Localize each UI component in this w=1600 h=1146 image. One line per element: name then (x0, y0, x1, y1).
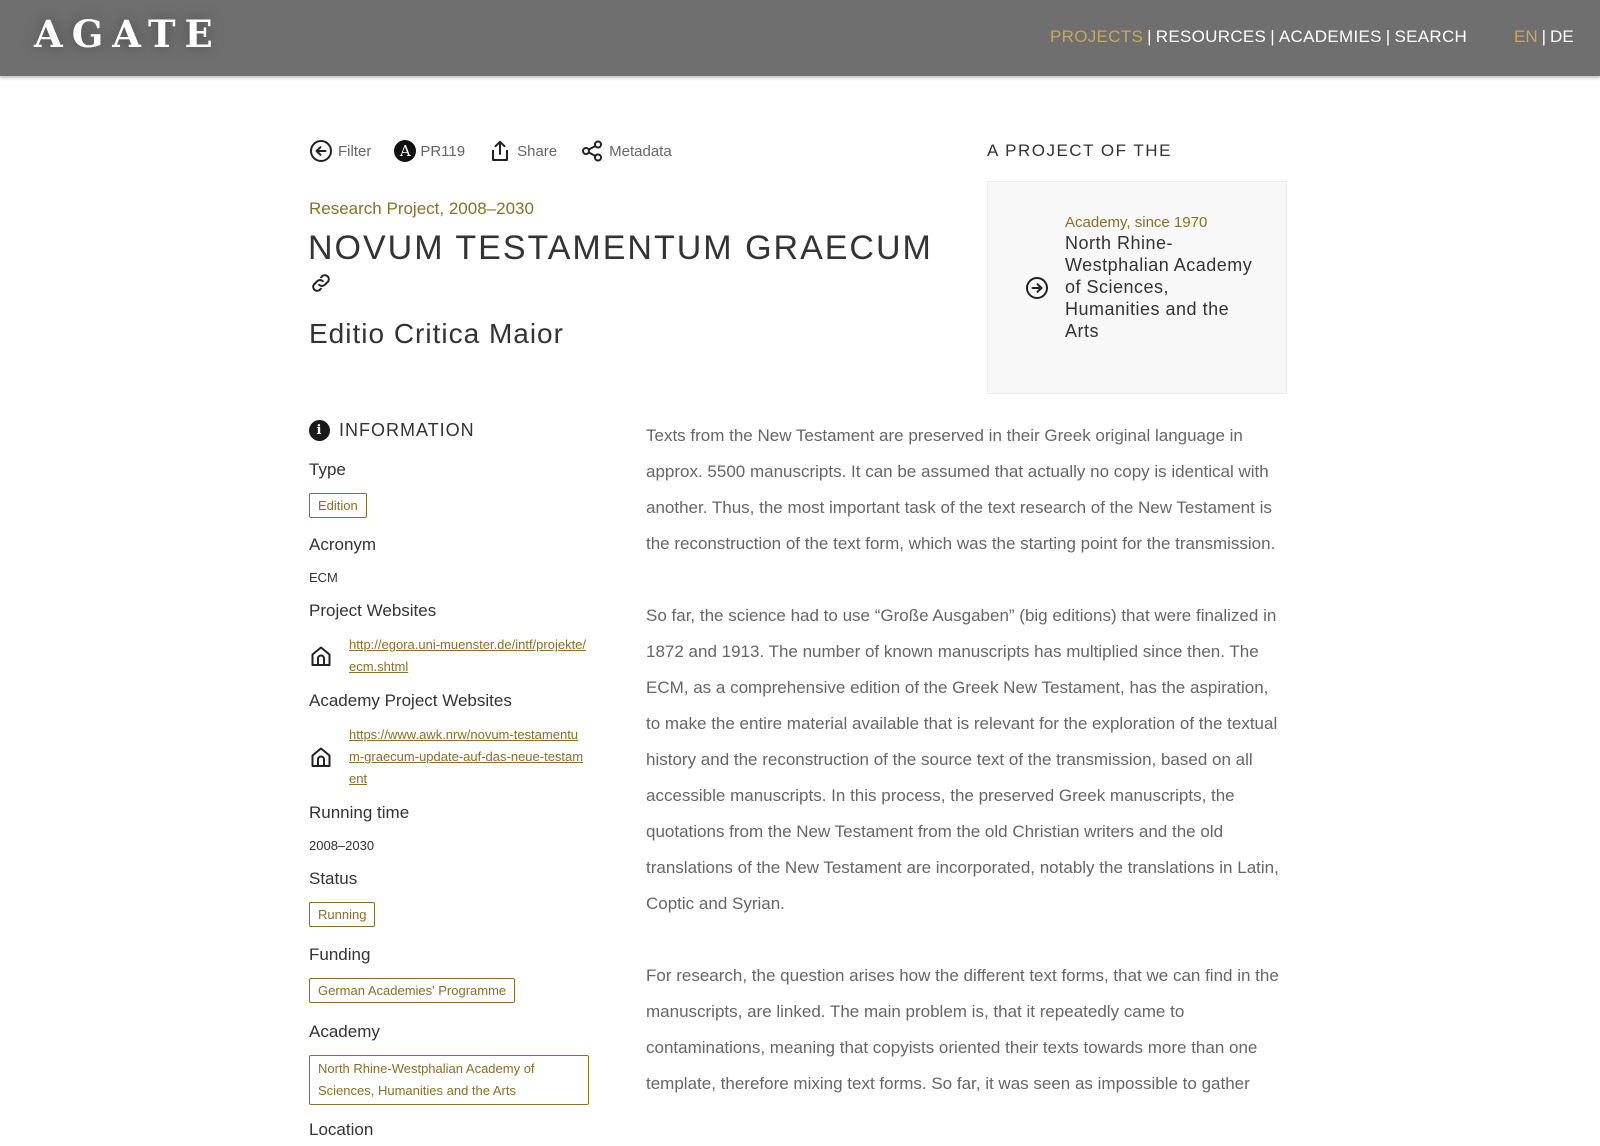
nodes-icon (580, 139, 604, 163)
language-switcher (1514, 27, 1574, 47)
project-kind: Research Project, 2008–2030 (309, 199, 534, 218)
metadata-label: Metadata (609, 142, 672, 160)
status-tag[interactable]: Running (309, 902, 375, 927)
info-icon: i (309, 420, 330, 441)
filter-button[interactable] (309, 139, 371, 163)
academy-tag[interactable]: North Rhine-Westphalian Academy of Sciences, Humanities and the Arts (309, 1055, 589, 1105)
running-time-label: Running time (309, 803, 410, 822)
status-label: Status (309, 869, 358, 888)
home-icon (309, 745, 333, 769)
project-website (309, 634, 587, 678)
location-label: Location (309, 1120, 374, 1139)
agate-logo[interactable]: AGATE (34, 12, 222, 56)
running-time-value: 2008–2030 (309, 838, 375, 853)
arrow-right-circle-icon (1025, 276, 1049, 300)
academy-since: Academy, since 1970 (1065, 214, 1208, 231)
academy-label: Academy (309, 1022, 380, 1041)
pr-id-button[interactable] (394, 140, 465, 162)
information-heading (309, 418, 589, 442)
acronym-label: Acronym (309, 535, 377, 554)
nav-separator: | (1270, 27, 1275, 46)
page-subtitle: Editio Critica Maior (309, 318, 564, 349)
link-icon[interactable] (309, 271, 333, 295)
academy-card[interactable] (987, 181, 1287, 394)
project-website-link[interactable]: http://egora.uni-muenster.de/intf/projekte/ecm.shtml (349, 637, 587, 674)
description-paragraph: Texts from the New Testament are preserved in their Greek original language in approx. 5500 manuscripts. It can be assumed that actually no copy is identical with another. Thus, the most important task of the text research of the New Testament is the reconstruction of the text form, which was the starting point for the transmission. (646, 426, 1276, 553)
main-nav (1050, 27, 1467, 47)
filter-label: Filter (338, 142, 372, 160)
funding-tag[interactable]: German Academies' Programme (309, 978, 515, 1003)
academy-website-link[interactable]: https://www.awk.nrw/novum-testamentum-graecum-update-auf-das-neue-testament (349, 727, 584, 786)
lang-separator: | (1541, 27, 1547, 46)
academy-websites-label: Academy Project Websites (309, 691, 512, 710)
nav-separator: | (1385, 27, 1391, 46)
description-paragraph: So far, the science had to use “Große Ausgaben” (big editions) that were finalized in 1872 and 1913. The number of known manuscripts has multiplied since then. The ECM, as a comprehensive edition of the Greek New Testament, has the aspiration, to make the entire material available that is relevant for the exploration of the textual history and the reconstruction of the source text of the transmission, based on all accessible manuscripts. In this process, the preserved Greek manuscripts, the quotations from the New Testament from the old Christian writers and the old translations of the New Testament are incorporated, notably the translations in Latin, Coptic and Syrian. (646, 606, 1279, 913)
information-panel (309, 418, 589, 1139)
nav-search[interactable]: SEARCH (1394, 27, 1468, 46)
share-label: Share (517, 142, 558, 160)
share-button[interactable] (488, 139, 557, 163)
type-tag[interactable]: Edition (309, 493, 367, 518)
aside-heading: A PROJECT OF THE (987, 141, 1172, 160)
nav-academies[interactable]: ACADEMIES (1278, 27, 1382, 46)
metadata-button[interactable] (580, 139, 672, 163)
description-paragraph: For research, the question arises how the different text forms, that we can find in the manuscripts, are linked. The main problem is, that it repeatedly came to contaminations, meaning that copyists oriented their texts towards more than one template, therefore mixing text forms. So far, it was seen as impossible to gather (646, 966, 1279, 1093)
lang-de[interactable]: DE (1550, 27, 1574, 46)
information-heading-label: INFORMATION (339, 419, 475, 440)
project-toolbar (309, 139, 695, 163)
pr-id-label: PR119 (420, 142, 466, 160)
arrow-left-circle-icon (309, 139, 333, 163)
top-bar (0, 0, 1600, 76)
agate-a-icon: A (394, 140, 416, 162)
nav-separator: | (1147, 27, 1152, 46)
nav-resources[interactable]: RESOURCES (1155, 27, 1267, 46)
lang-en[interactable]: EN (1514, 27, 1538, 46)
academy-name: North Rhine-Westphalian Academy of Sciences, Humanities and the Arts (1065, 233, 1253, 341)
nav-projects[interactable]: PROJECTS (1050, 27, 1144, 46)
funding-label: Funding (309, 945, 371, 964)
acronym-value: ECM (309, 570, 338, 585)
project-websites-label: Project Websites (309, 601, 437, 620)
home-icon (309, 644, 333, 668)
academy-project-website (309, 724, 587, 790)
share-icon (488, 139, 512, 163)
page-title: NOVUM TESTAMENTUM GRAECUM (308, 229, 933, 267)
type-label: Type (309, 460, 346, 479)
project-description (646, 418, 1286, 1138)
